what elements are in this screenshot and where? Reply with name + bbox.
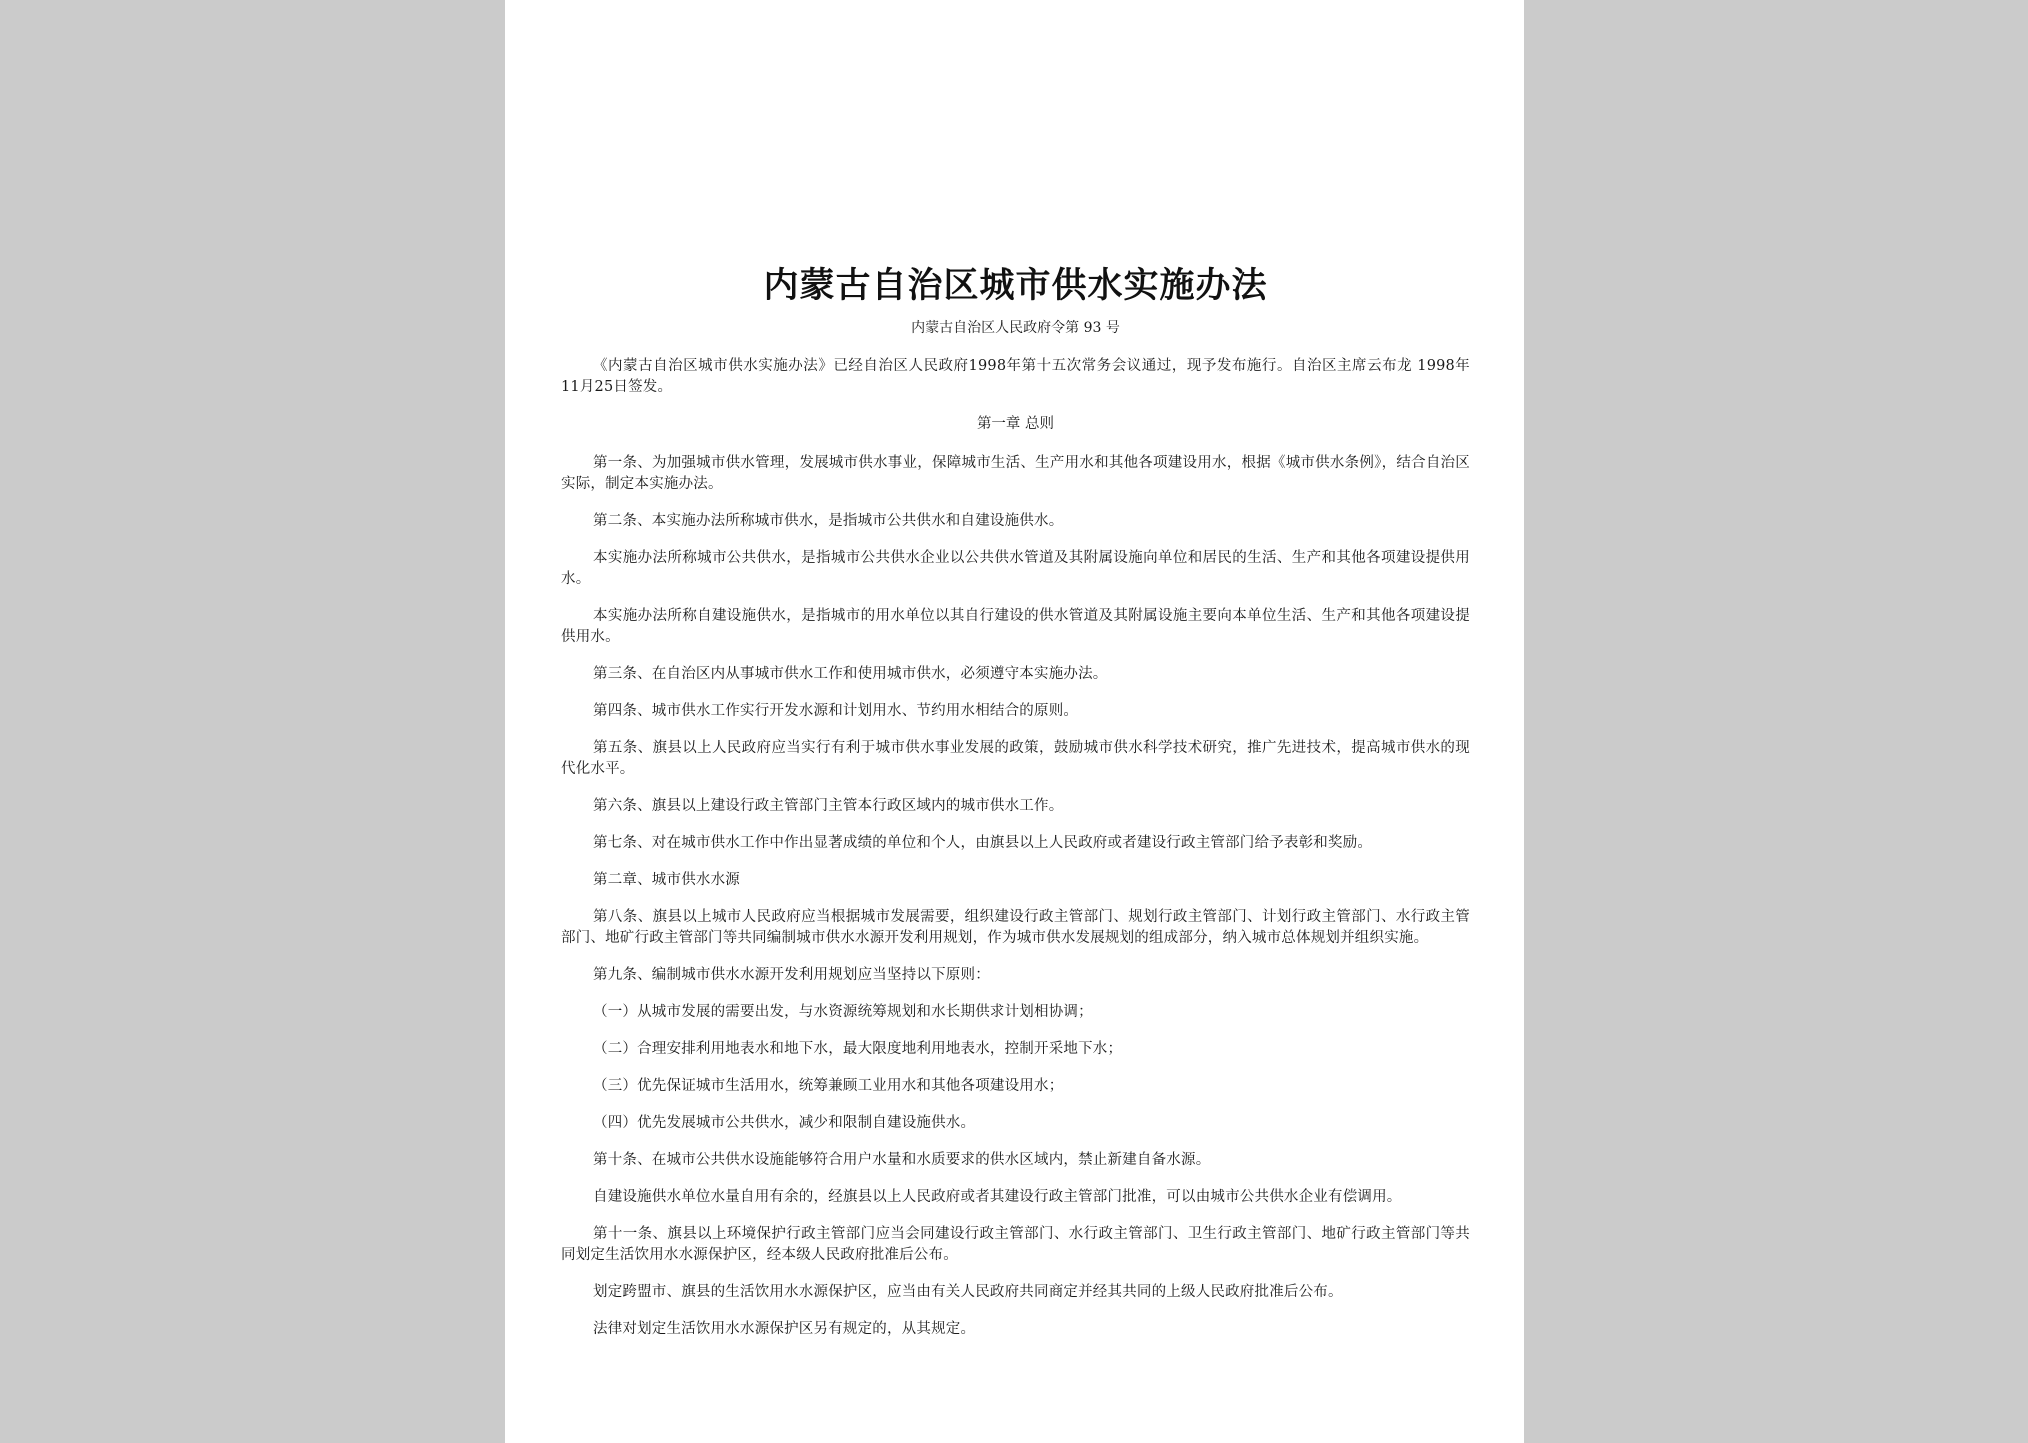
list-item: （二）合理安排利用地表水和地下水，最大限度地利用地表水，控制开采地下水； [593, 1041, 1123, 1057]
article-paragraph: 第一条、为加强城市供水管理，发展城市供水事业，保障城市生活、生产用水和其他各项建设用水，根据《城市供水条例》，结合自治区实际，制定本实施办法。 [561, 455, 1470, 492]
chapter-heading: 第一章 总则 [976, 416, 1055, 432]
article-paragraph: 第九条、编制城市供水水源开发利用规划应当坚持以下原则： [593, 967, 990, 983]
document-page [505, 0, 1524, 1443]
article-paragraph: 第十条、在城市公共供水设施能够符合用户水量和水质要求的供水区域内，禁止新建自备水源。 [593, 1152, 1211, 1168]
article-paragraph: 第三条、在自治区内从事城市供水工作和使用城市供水，必须遵守本实施办法。 [593, 666, 1108, 682]
article-paragraph: 第八条、旗县以上城市人民政府应当根据城市发展需要，组织建设行政主管部门、规划行政主管部门、计划行政主管部门、水行政主管部门、地矿行政主管部门等共同编制城市供水水源开发利用规划，作为城市供水发展规划的组成部分，纳入城市总体规划并组织实施。 [561, 909, 1470, 946]
article-paragraph: 第六条、旗县以上建设行政主管部门主管本行政区域内的城市供水工作。 [593, 798, 1064, 814]
article-paragraph: 第十一条、旗县以上环境保护行政主管部门应当会同建设行政主管部门、水行政主管部门、卫生行政主管部门、地矿行政主管部门等共同划定生活饮用水水源保护区，经本级人民政府批准后公布。 [561, 1226, 1470, 1263]
promulgation-note: 《内蒙古自治区城市供水实施办法》已经自治区人民政府1998年第十五次常务会议通过，现予发布施行。自治区主席云布龙 1998年11月25日签发。 [561, 358, 1470, 395]
article-paragraph: 第五条、旗县以上人民政府应当实行有利于城市供水事业发展的政策，鼓励城市供水科学技术研究，推广先进技术，提高城市供水的现代化水平。 [561, 740, 1470, 777]
list-item: （四）优先发展城市公共供水，减少和限制自建设施供水。 [593, 1115, 976, 1131]
chapter-two-heading: 第二章、城市供水水源 [593, 872, 740, 888]
article-paragraph: 本实施办法所称自建设施供水，是指城市的用水单位以其自行建设的供水管道及其附属设施主要向本单位生活、生产和其他各项建设提供用水。 [561, 608, 1470, 645]
article-paragraph: 自建设施供水单位水量自用有余的，经旗县以上人民政府或者其建设行政主管部门批准，可以由城市公共供水企业有偿调用。 [593, 1189, 1402, 1205]
article-paragraph: 法律对划定生活饮用水水源保护区另有规定的，从其规定。 [593, 1321, 976, 1337]
article-paragraph: 划定跨盟市、旗县的生活饮用水水源保护区，应当由有关人民政府共同商定并经其共同的上级人民政府批准后公布。 [593, 1284, 1343, 1300]
article-paragraph: 第七条、对在城市供水工作中作出显著成绩的单位和个人，由旗县以上人民政府或者建设行政主管部门给予表彰和奖励。 [593, 835, 1373, 851]
decree-number: 内蒙古自治区人民政府令第 93 号 [911, 320, 1120, 336]
article-paragraph: 第四条、城市供水工作实行开发水源和计划用水、节约用水相结合的原则。 [593, 703, 1079, 719]
list-item: （一）从城市发展的需要出发，与水资源统筹规划和水长期供求计划相协调； [593, 1004, 1093, 1020]
article-paragraph: 第二条、本实施办法所称城市供水，是指城市公共供水和自建设施供水。 [593, 513, 1064, 529]
list-item: （三）优先保证城市生活用水，统筹兼顾工业用水和其他各项建设用水； [593, 1078, 1064, 1094]
document-title: 内蒙古自治区城市供水实施办法 [763, 265, 1268, 306]
article-paragraph: 本实施办法所称城市公共供水，是指城市公共供水企业以公共供水管道及其附属设施向单位和居民的生活、生产和其他各项建设提供用水。 [561, 550, 1470, 587]
document-body [561, 262, 1470, 1356]
